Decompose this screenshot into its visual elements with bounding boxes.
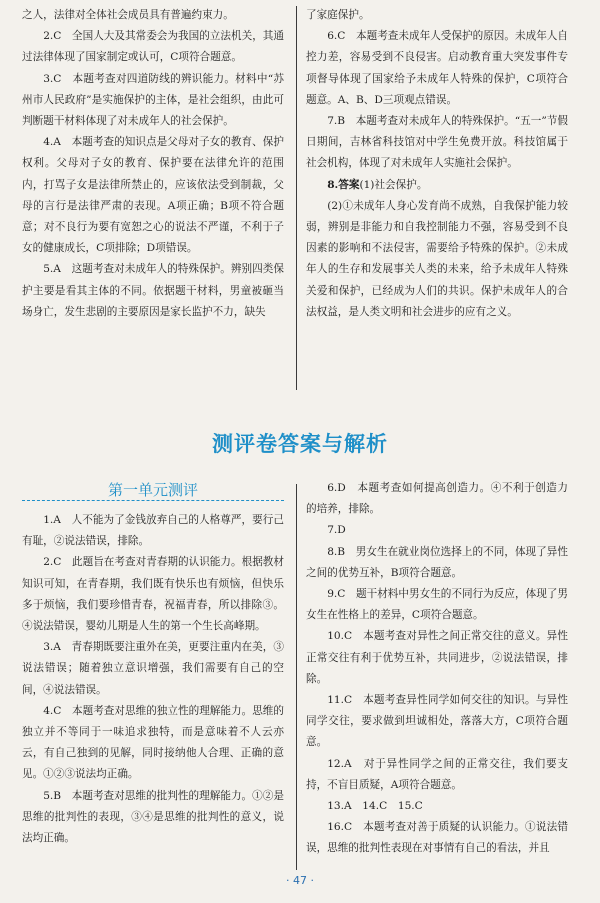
answer-item-5: 5.B 本题考查对思维的批判性的理解能力。①②是思维的批判性的表现，③④是思维的批判性的意义，说法均正确。 [22,789,284,845]
unit-title: 第一单元测评 [107,481,198,499]
answer-label: 8.答案 [327,178,360,191]
answer-item-8-part-2: (2)①未成年人身心发育尚不成熟，自我保护能力较弱，辨别是非能力和自我控制能力不强，容易受到不良因素的影响和不法侵害，需要给予特殊的保护。②未成年人的生存和发展事关人类的未来，给予未成年人特殊关爱和保护，已经成为人们的共识。保护未成年人的合法权益，是人类文明和社会进步的应有之义。 [306,199,568,318]
answer-item-10: 10.C 本题考查对异性之间正常交往的意义。异性正常交往有利于优势互补，共同进步，②说法错误，排除。 [306,630,568,685]
answer-item-16: 16.C 本题考查对善于质疑的认识能力。①说法错误，思维的批判性表现在对事情有自己的看法，并且 [306,821,568,855]
answer-item-2: 2.C 全国人大及其常委会为我国的立法机关，其通过法律体现了国家制定或认可，C项符合题意。 [22,30,284,64]
page-number: · 47 · [286,874,314,887]
answer-item-6: 6.C 本题考查未成年人受保护的原因。未成年人自控力差，容易受到不良侵害。启动教育重大突发事件专项督导体现了国家给予未成年人特殊的保护，C项符合题意。A、B、D三项观点错误。 [306,30,568,106]
answer-item-1: 1.A 人不能为了金钱放弃自己的人格尊严，要行己有耻，②说法错误，排除。 [22,514,284,548]
answer-item-8: 8.B 男女生在就业岗位选择上的不同，体现了异性之间的优势互补，B项符合题意。 [306,545,568,579]
unit-title-rule [22,500,284,501]
answer-item-7: 7.B 本题考查对未成年人的特殊保护。“五一”节假日期间，吉林省科技馆对中学生免费开放。科技馆属于社会机构，体现了对未成年人实施社会保护。 [306,115,568,170]
paragraph: 之人，法律对全体社会成员具有普遍约束力。 [22,9,234,21]
top-right-column [306,5,568,323]
answer-item-3: 3.C 本题考查对四道防线的辨识能力。材料中“苏州市人民政府”是实施保护的主体，是社会组织，由此可判断题干材料体现了对未成年人的社会保护。 [22,72,284,128]
column-divider [296,484,297,870]
paragraph: 了家庭保护。 [306,9,370,21]
answer-item-11: 11.C 本题考查异性同学如何交往的知识。与异性同学交往，要求做到坦诚相处，落落大方，C项符合题意。 [306,694,568,749]
answer-item-6: 6.D 本题考查如何提高创造力。④不利于创造力的培养，排除。 [306,482,568,516]
top-left-column [22,5,284,323]
section-title: 测评卷答案与解析 [212,432,388,456]
answer-item-8 [306,175,568,196]
column-divider [296,6,297,390]
answer-item-7: 7.D [327,524,346,537]
bottom-right-column [306,478,568,860]
answer-item-3: 3.A 青春期既要注重外在美，更要注重内在美，③说法错误；随着独立意识增强，我们需要有自己的空间，④说法错误。 [22,641,284,696]
answer-item-4: 4.C 本题考查对思维的独立性的理解能力。思维的独立并不等同于一味追求独特，而是意味着不人云亦云，有自己独到的见解，同时接纳他人合理、正确的意见。①②③说法均正确。 [22,704,284,781]
answer-item-13-15: 13.A 14.C 15.C [327,800,423,813]
answer-item-5: 5.A 这题考查对未成年人的特殊保护。辨别四类保护主要是看其主体的不同。依据题干材料，男童被砸当场身亡，发生悲剧的主要原因是家长监护不力，缺失 [22,263,284,318]
answer-text: (1)社会保护。 [359,178,428,191]
answer-item-4: 4.A 本题考查的知识点是父母对子女的教育、保护权利。父母对子女的教育、保护要在法律允许的范围内，打骂子女是法律所禁止的，应该依法受到制裁，父母的言行是法律严肃的表现。A项正确；B项不符合题意；对不良行为要有宽恕之心的说法不严谨，不利于子女的健康成长，C项排除；D项错误。 [22,136,284,255]
bottom-left-column [22,510,284,849]
answer-item-9: 9.C 题干材料中男女生的不同行为反应，体现了男女生在性格上的差异，C项符合题意。 [306,588,568,622]
answer-item-2: 2.C 此题旨在考查对青春期的认识能力。根据教材知识可知，在青春期，我们既有快乐也有烦恼，但快乐多于烦恼，我们要珍惜青春，祝福青春，所以排除③。④说法错误，婴幼儿期是人生的第一个生长高峰期。 [22,556,284,633]
answer-item-12: 12.A 对于异性同学之间的正常交往，我们要支持，不盲目质疑，A项符合题意。 [306,757,568,791]
